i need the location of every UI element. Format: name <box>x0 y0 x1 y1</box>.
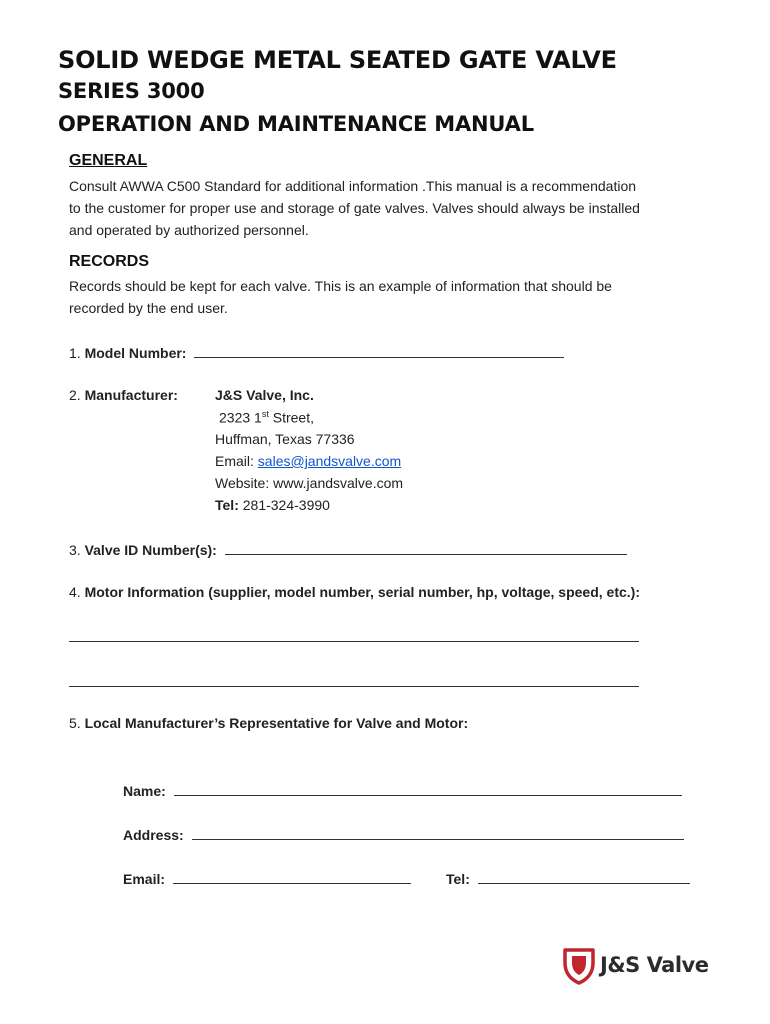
rep-address-label: Address: <box>123 827 184 843</box>
manufacturer-company: J&S Valve, Inc. <box>215 387 314 403</box>
motor-info-row <box>69 584 640 600</box>
model-number-label: Model Number: <box>84 345 187 361</box>
records-text-line: recorded by the end user. <box>69 300 228 316</box>
records-heading: RECORDS <box>69 253 150 270</box>
rep-name-label: Name: <box>123 783 166 799</box>
manual-subtitle: OPERATION AND MAINTENANCE MANUAL <box>58 112 534 136</box>
valve-id-row <box>69 540 627 558</box>
motor-info-field[interactable] <box>69 641 639 642</box>
rep-tel-field[interactable] <box>478 869 690 884</box>
series-title: SERIES 3000 <box>58 79 205 103</box>
rep-address-row <box>123 825 684 843</box>
general-heading: GENERAL <box>69 152 148 169</box>
manufacturer-tel: Tel: 281-324-3990 <box>215 497 330 513</box>
item-number: 1. <box>69 345 81 361</box>
valve-id-label: Valve ID Number(s): <box>84 542 217 558</box>
representative-label: Local Manufacturer’s Representative for Valve and Motor: <box>84 715 469 731</box>
manufacturer-email: Email: sales@jandsvalve.com <box>215 453 402 469</box>
rep-email-row <box>123 869 411 887</box>
manufacturer-label: Manufacturer: <box>84 387 178 403</box>
document-title: SOLID WEDGE METAL SEATED GATE VALVE <box>58 46 617 74</box>
rep-tel-label: Tel: <box>446 871 470 887</box>
model-number-field[interactable] <box>194 343 564 358</box>
motor-info-label: Motor Information (supplier, model number, serial number, hp, voltage, speed, etc.): <box>84 584 640 600</box>
general-text-line: Consult AWWA C500 Standard for additional information .This manual is a recommendation <box>69 178 637 194</box>
rep-email-field[interactable] <box>173 869 411 884</box>
manufacturer-row <box>69 387 178 403</box>
manufacturer-street: 2323 1st Street, <box>219 409 314 426</box>
item-number: 2. <box>69 387 81 403</box>
rep-name-row <box>123 781 682 799</box>
rep-name-field[interactable] <box>174 781 682 796</box>
records-text-line: Records should be kept for each valve. This is an example of information that should be <box>69 278 612 294</box>
representative-row <box>69 715 468 731</box>
general-text-line: and operated by authorized personnel. <box>69 222 309 238</box>
email-link[interactable]: sales@jandsvalve.com <box>257 453 402 469</box>
valve-id-field[interactable] <box>225 540 627 555</box>
shield-logo-icon <box>562 947 596 985</box>
rep-tel-row <box>446 869 690 887</box>
rep-email-label: Email: <box>123 871 166 887</box>
model-number-row <box>69 343 564 361</box>
general-text-line: to the customer for proper use and storage of gate valves. Valves should always be installed <box>69 200 640 216</box>
rep-address-field[interactable] <box>192 825 684 840</box>
item-number: 5. <box>69 715 81 731</box>
item-number: 3. <box>69 542 81 558</box>
item-number: 4. <box>69 584 81 600</box>
logo-wordmark: J&S Valve <box>600 953 709 977</box>
manufacturer-website: Website: www.jandsvalve.com <box>215 475 404 491</box>
motor-info-field[interactable] <box>69 686 639 687</box>
company-logo <box>562 947 742 987</box>
manufacturer-city: Huffman, Texas 77336 <box>215 431 355 447</box>
